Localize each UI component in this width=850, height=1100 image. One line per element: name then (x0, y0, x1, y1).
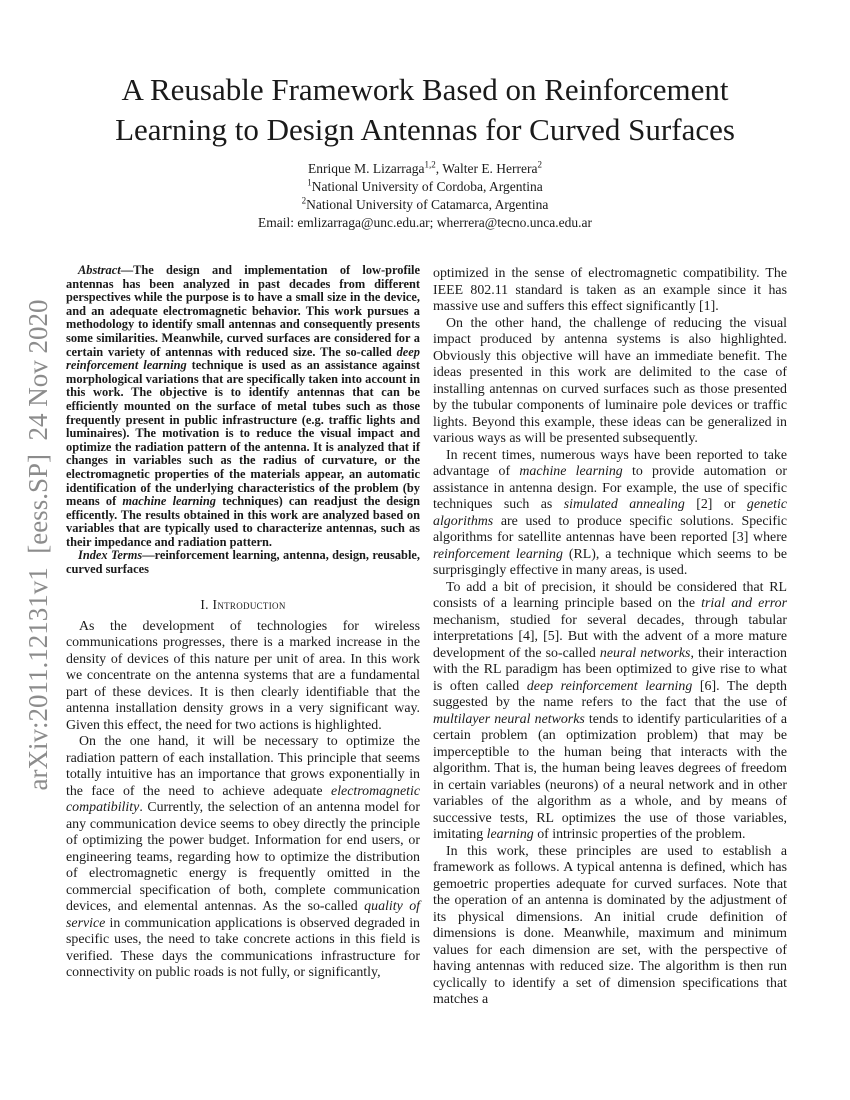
text-run: In recent times, numerous ways have been reported to take advantage of (433, 447, 787, 479)
affiliation-1-text: National University of Cordoba, Argentina (311, 179, 543, 194)
paragraph: As the development of technologies for wireless communications progresses, there is a marked increase in the density of devices of this nature per unit of area. In this work we concentrate on the antenna systems that are a fundamental part of these devices. It is then clearly identifiable that the antenna installation density grows in a very significant way. Given this effect, the need for two actions is highlighted. (66, 618, 420, 733)
section-number: I. (200, 596, 209, 612)
abstract-text (66, 264, 420, 549)
index-terms-label: Index Terms (78, 548, 143, 563)
section-heading-introduction (66, 597, 420, 613)
text-run: are used to produce specific solutions. Specific algorithms for satellite antennas have been reported [3] where (433, 513, 787, 545)
abstract-emphasis-2: machine learning (122, 494, 216, 509)
emphasis: deep reinforcement learning (526, 678, 693, 694)
text-run: . Currently, the selection of an antenna model for any communication device seems to obey directly the principle of optimizing the power budget. Information for end users, or engineering teams, regarding how to optimize the distribution of electromagnetic energy is frequently omitted in the commercial specification of both, complete communication devices, and elemental antennas. As the so-called (66, 800, 420, 915)
right-column (433, 266, 787, 1009)
left-column (66, 264, 420, 982)
abstract-dash: — (120, 263, 134, 277)
paragraph: In this work, these principles are used to establish a framework as follows. A typical antenna is defined, which has gemoetric properties adequate for curved surfaces. Note that the operation of an antenna is dominated by the adjustment of its physical dimensions. An initial crude definition of dimensions is done. Meanwhile, maximum and minimum values for each dimension are set, with the perspective of having antennas with reduced size. The algorithm is then run cyclically to identify a set of dimension specifications that matches a (433, 843, 787, 1007)
index-terms (66, 549, 420, 576)
emphasis: simulated annealing (563, 497, 685, 512)
author-1-affiliation: 1,2 (424, 159, 436, 170)
emphasis: neural networks (599, 645, 691, 661)
affiliation-1 (0, 178, 850, 196)
text-run: On the one hand, it will be necessary to optimize the radiation pattern of each installation. This principle that seems totally intuitive has an importance that grows exponentially in the face of the need to achieve adequate (66, 734, 420, 799)
abstract-label: Abstract (78, 263, 121, 277)
emphasis: machine learning (519, 464, 623, 479)
abstract-sentence-1: The design and implementation of low-profile antennas has been analyzed in past decades from different perspectives while the purpose is to have a small size in the device, and an adequate electromagnetic behavior. This work pursues a methodology to identify small antennas and consequently presents some similarities. Meanwhile, curved surfaces are considered for a certain variety of antennas with reduced size. The so-called (66, 263, 420, 359)
abstract (66, 264, 420, 577)
author-emails: Email: emlizarraga@unc.edu.ar; wherrera@tecno.unca.edu.ar (257, 215, 593, 230)
abstract-sentence-3: techniques) can readjust the design efficently. The results obtained in this work are analyzed based on variables that are typically used to characterize antennas, such as their impedance and radiation pattern. (66, 494, 420, 549)
affiliation-1-marker: 1 (307, 177, 312, 188)
emphasis: quality of service (66, 899, 421, 931)
text-run: in communication applications is observed degraded in specific uses, the need to take concrete actions in this field is verified. These days the communications infrastructure for connectivity on public roads is not fully, or significantly, (66, 915, 420, 981)
abstract-emphasis-1: deep reinforcement learning (66, 344, 420, 373)
text-run: (RL), a technique which seems to be surprisgingly effective in many areas, is used. (433, 546, 787, 578)
affiliation-2 (0, 196, 850, 214)
text-run: [6]. The depth suggested by the name refers to the fact that the use of (433, 678, 788, 710)
section-title: Introduction (212, 596, 286, 612)
emphasis: multilayer neural networks (433, 711, 585, 727)
author-block (0, 160, 850, 232)
title-line-1: A Reusable Framework Based on Reinforcement (121, 72, 729, 107)
emphasis: reinforcement learning (433, 546, 563, 562)
text-run: mechanism, studied for several decades, through tabular interpretations [4], [5]. But with the advent of a more mature development of the so-called (433, 612, 787, 661)
paragraph: On the other hand, the challenge of reducing the visual impact produced by antenna systems is also highlighted. Obviously this objective will have an immediate benefit. The ideas presented in this work are delimited to the case of installing antennas on curved surfaces such as those presented by the tubular components of luminaire pole devices or traffic lights. Beyond this example, these ideas can be generalized in various ways as will be presented subsequently. (433, 315, 787, 446)
abstract-sentence-2: technique is used as an assistance against morphological variations that are specifically taken into account in this work. The objective is to identify antennas that can be efficiently mounted on the surface of metal tubes such as those frequently present in public infrastructure (e.g. traffic lights and luminaires). The motivation is to reduce the visual impact and optimize the radiation pattern of the antenna. It is analyzed that if changes in variables such as the radius of curvature, or the electromagnetic properties of the materials appear, an automatic identification of the underlying characteristics of the problem (by means of (66, 358, 420, 509)
text-run: To add a bit of precision, it should be considered that RL consists of a learning principle based on the (433, 579, 787, 611)
emphasis: genetic algorithms (433, 497, 787, 529)
index-terms-dash: — (142, 548, 155, 563)
index-terms-text: reinforcement learning, antenna, design, reusable, curved surfaces (66, 548, 420, 577)
arxiv-identifier: arXiv:2011.12131v1 [eess.SP] 24 Nov 2020 (23, 299, 53, 791)
emphasis: trial and error (701, 596, 787, 611)
author-names (0, 160, 850, 178)
paragraph-continued (433, 266, 787, 316)
author-2-affiliation: 2 (537, 159, 543, 170)
text-run: optimized in the sense of electromagnetic compatibility. The IEEE 802.11 standard is taken as an example since it has massive use and suffers this effect significantly [1]. (433, 266, 787, 314)
text-run: of intrinsic properties of the problem. (533, 827, 746, 842)
author-2: Walter E. Herrera (442, 161, 538, 176)
introduction-body-left (66, 619, 420, 982)
paragraph (66, 734, 420, 982)
text-run: [2] or (684, 497, 747, 512)
text-run: to provide automation or assistance in antenna design. For example, the use of specific techniques such as (433, 464, 787, 512)
title-line-2: Learning to Design Antennas for Curved Surfaces (115, 112, 735, 147)
author-separator: , (435, 161, 443, 176)
affiliation-2-marker: 2 (301, 195, 307, 206)
text-run: , their interaction with the RL paradigm has been optimized to give rise to what is often called (433, 645, 787, 694)
paragraph (433, 448, 787, 580)
author-1: Enrique M. Lizarraga (307, 161, 425, 176)
paper-title (0, 70, 850, 150)
emphasis: electromagnetic compatibility (66, 783, 420, 816)
paragraph (433, 580, 787, 844)
text-run: tends to identify particularities of a certain problem (an optimization problem) that may be imperceptible to the human being that interacts with the algorithm. That is, the human being leaves degrees of freedom in certain variables (neurons) of a neural network and in other variables of the algorithm as a whole, and by means of successive tests, RL optimizes the use of those variables, imitating (433, 711, 787, 842)
emphasis: learning (486, 827, 534, 842)
affiliation-2-text: National University of Catamarca, Argentina (306, 197, 549, 212)
